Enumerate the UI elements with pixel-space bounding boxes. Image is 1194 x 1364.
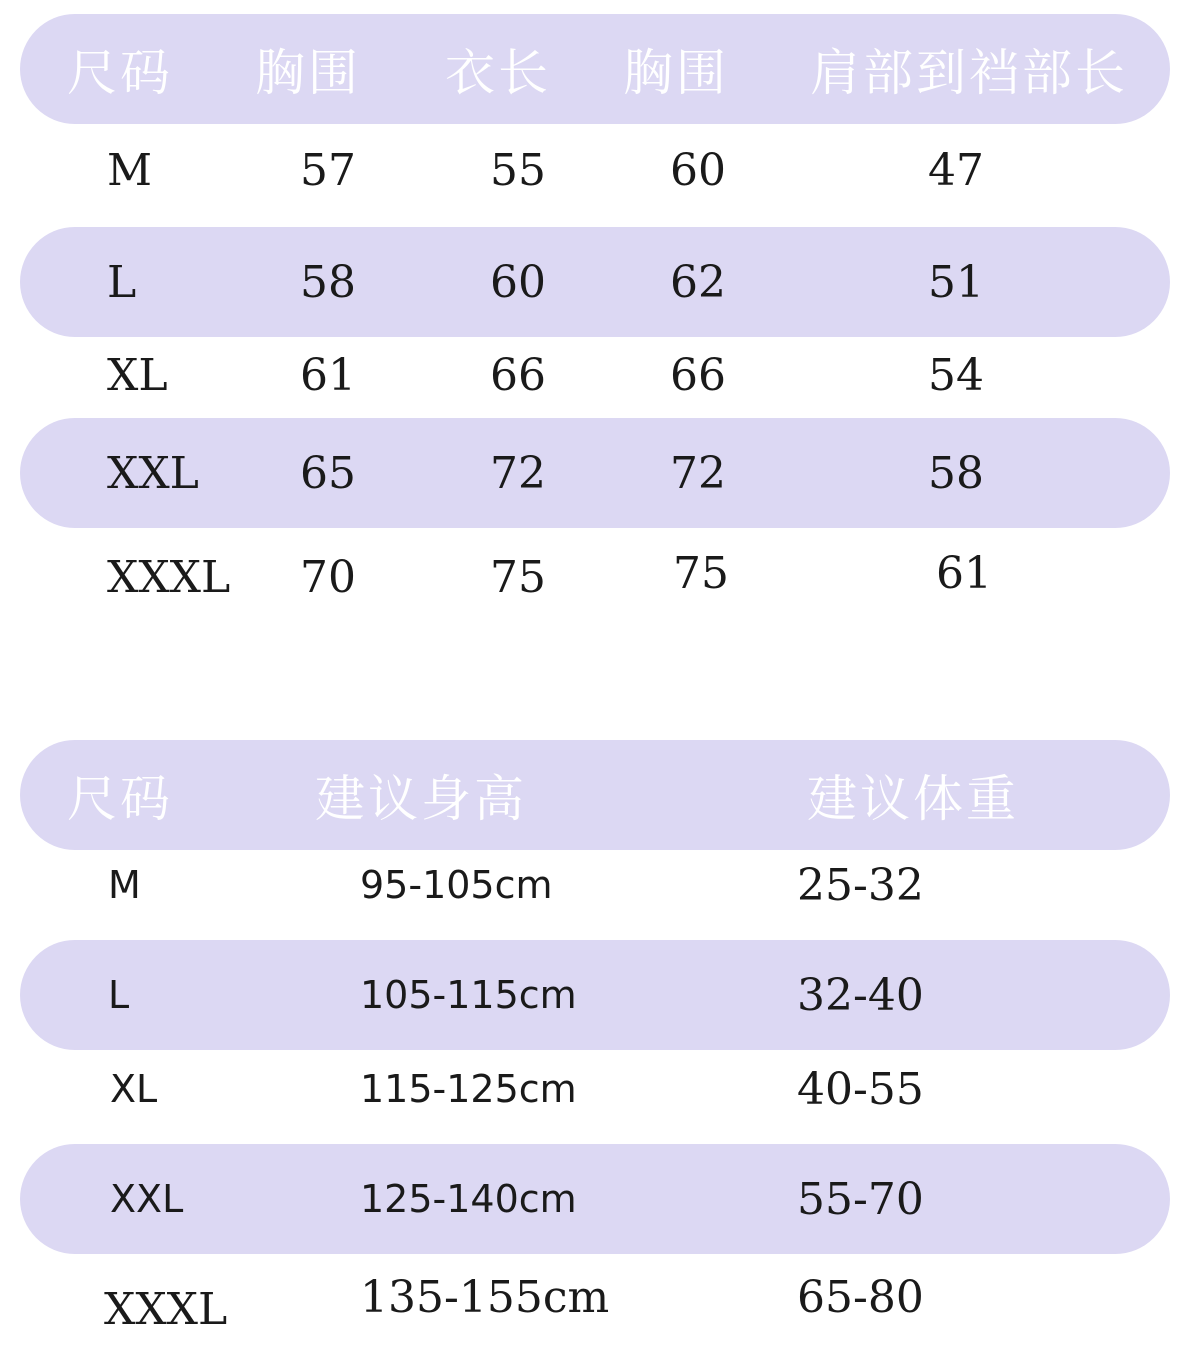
chest-cell: 70 — [300, 551, 356, 603]
shoulder-crotch-cell: 51 — [928, 256, 984, 308]
size-cell: L — [108, 973, 130, 1017]
chest-2-cell: 62 — [670, 256, 726, 308]
size-cell: L — [107, 256, 137, 308]
chest-2-cell: 72 — [670, 447, 726, 499]
weight-cell: 32-40 — [797, 969, 924, 1021]
shoulder-crotch-cell: 47 — [928, 144, 984, 196]
weight-cell: 25-32 — [797, 859, 924, 911]
shoulder-crotch-cell: 61 — [936, 547, 992, 599]
height-cell: 105-115cm — [360, 973, 577, 1017]
header-length: 衣长 — [445, 44, 551, 102]
length-cell: 55 — [490, 144, 546, 196]
chest-cell: 58 — [300, 256, 356, 308]
weight-cell: 65-80 — [797, 1271, 924, 1323]
shoulder-crotch-cell: 54 — [928, 349, 984, 401]
size-cell: XXXL — [107, 551, 231, 603]
size-cell: XL — [110, 1067, 158, 1111]
weight-cell: 55-70 — [797, 1173, 924, 1225]
chest-2-cell: 60 — [670, 144, 726, 196]
shoulder-crotch-cell: 58 — [928, 447, 984, 499]
length-cell: 66 — [490, 349, 546, 401]
size-cell: XXXL — [104, 1283, 228, 1335]
table-row — [20, 1242, 1170, 1352]
header-recommended-height: 建议身高 — [315, 770, 527, 828]
chest-cell: 61 — [300, 349, 356, 401]
chest-2-cell: 66 — [670, 349, 726, 401]
table-row — [20, 830, 1170, 940]
size-cell: XL — [107, 349, 168, 401]
chest-cell: 65 — [300, 447, 356, 499]
height-cell: 115-125cm — [360, 1067, 577, 1111]
header-size: 尺码 — [67, 770, 173, 828]
header-chest: 胸围 — [255, 44, 361, 102]
size-cell: M — [108, 863, 141, 907]
header-recommended-weight: 建议体重 — [807, 770, 1019, 828]
header-size: 尺码 — [67, 44, 173, 102]
chest-cell: 57 — [300, 144, 356, 196]
height-cell: 125-140cm — [360, 1177, 577, 1221]
weight-cell: 40-55 — [797, 1063, 924, 1115]
size-cell: XXL — [110, 1177, 184, 1221]
table-row — [20, 1034, 1170, 1144]
chest-2-cell: 75 — [673, 547, 729, 599]
header-chest-2: 胸围 — [623, 44, 729, 102]
height-cell: 95-105cm — [360, 863, 553, 907]
length-cell: 75 — [490, 551, 546, 603]
size-cell: XXL — [107, 447, 199, 499]
height-cell: 135-155cm — [360, 1271, 610, 1323]
table-row — [20, 1144, 1170, 1254]
length-cell: 60 — [490, 256, 546, 308]
header-shoulder-to-crotch: 肩部到裆部长 — [810, 44, 1128, 102]
length-cell: 72 — [490, 447, 546, 499]
size-cell: M — [107, 144, 153, 196]
